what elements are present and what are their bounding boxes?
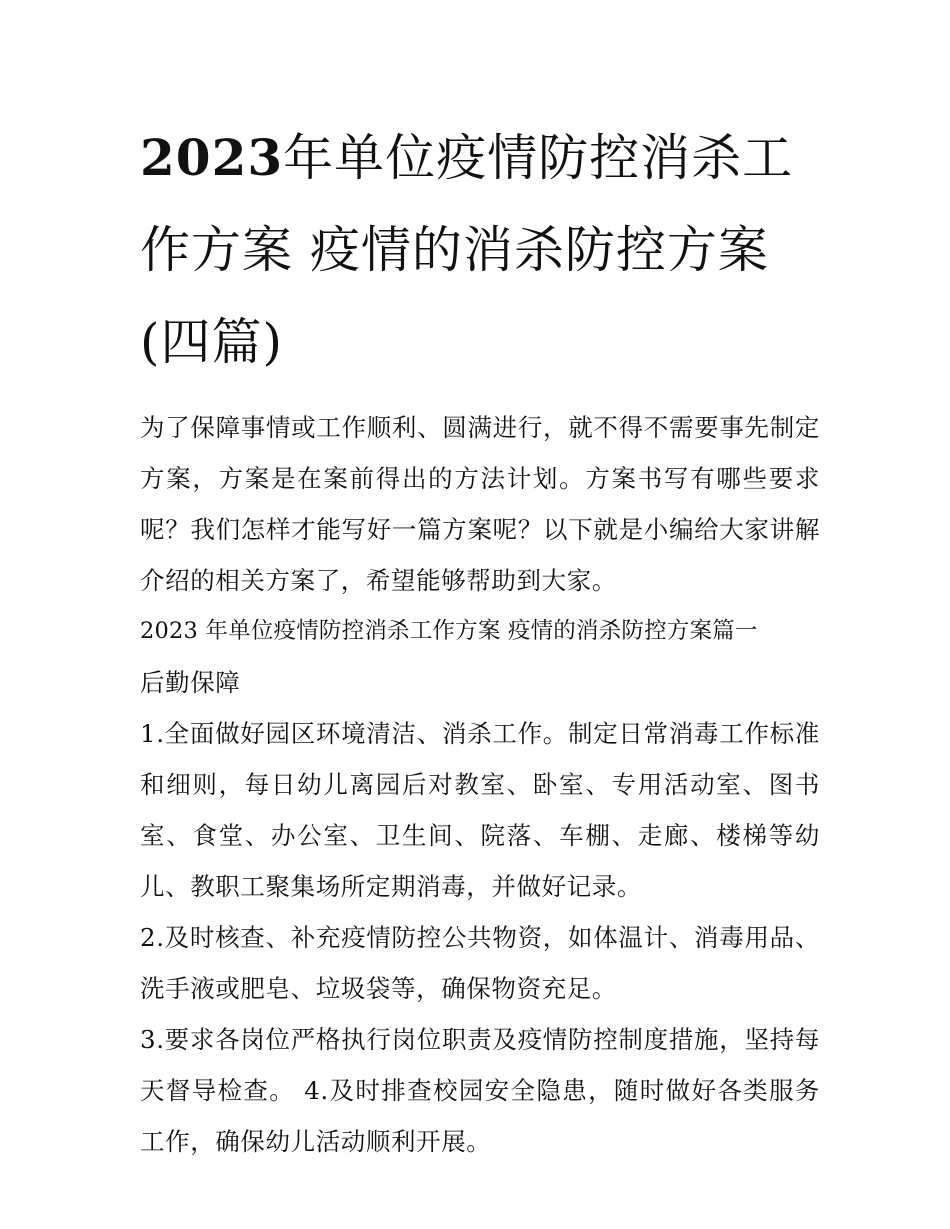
title-text: 年单位疫情防控消杀工作方案 疫情的消杀防控方案(四篇) bbox=[140, 129, 794, 371]
list-item-2: 2.及时核查、补充疫情防控公共物资，如体温计、消毒用品、洗手液或肥皂、垃圾袋等，确保物资充足。 bbox=[140, 923, 820, 1003]
list-item-3: 3.要求各岗位严格执行岗位职责及疫情防控制度措施，坚持每天督导检查。 4.及时排查校园安全隐患，随时做好各类服务工作，确保幼儿活动顺利开展。 bbox=[140, 1025, 820, 1156]
document-page bbox=[140, 112, 820, 1167]
intro-paragraph: 为了保障事情或工作顺利、圆满进行，就不得不需要事先制定方案，方案是在案前得出的方法计划。方案书写有哪些要求呢？我们怎样才能写好一篇方案呢？以下就是小编给大家讲解介绍的相关方案了，希望能够帮助到大家。 bbox=[140, 413, 820, 595]
section-heading: 后勤保障 bbox=[140, 668, 241, 697]
section-title: 2023 年单位疫情防控消杀工作方案 疫情的消杀防控方案篇一 bbox=[140, 618, 758, 644]
document-title bbox=[140, 112, 820, 388]
list-item-1: 1.全面做好园区环境清洁、消杀工作。制定日常消毒工作标准和细则，每日幼儿离园后对教室、卧室、专用活动室、图书室、食堂、办公室、卫生间、院落、车棚、走廊、楼梯等幼儿、教职工聚集场所定期消毒，并做好记录。 bbox=[140, 719, 820, 901]
title-year: 2023 bbox=[140, 128, 284, 187]
